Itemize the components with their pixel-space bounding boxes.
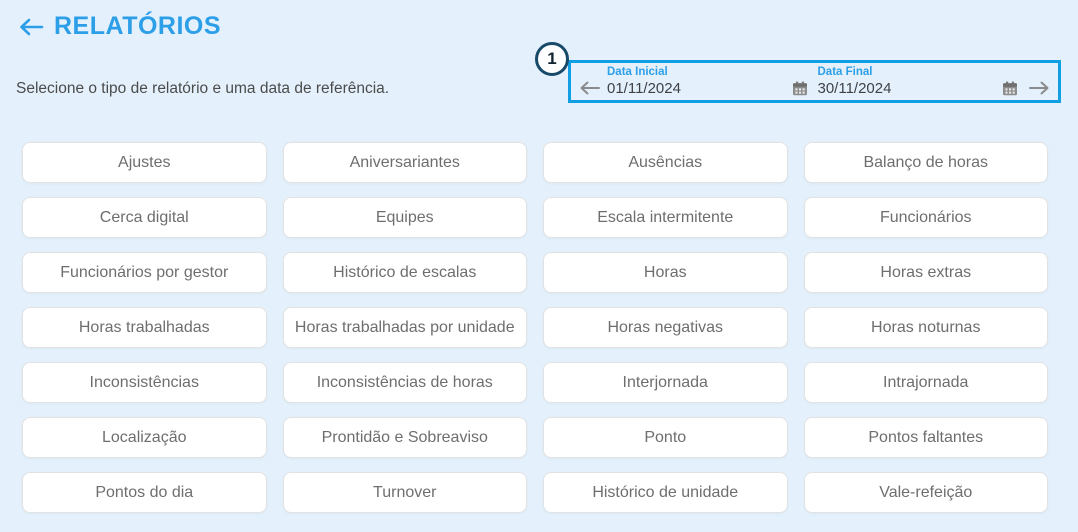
report-button-equipes[interactable]: Equipes	[283, 197, 528, 238]
report-button-funcionarios[interactable]: Funcionários	[804, 197, 1049, 238]
report-button-historico-de-escalas[interactable]: Histórico de escalas	[283, 252, 528, 293]
report-button-cerca-digital[interactable]: Cerca digital	[22, 197, 267, 238]
calendar-icon[interactable]	[792, 81, 808, 96]
start-date-label: Data Inicial	[607, 65, 668, 78]
back-arrow-icon[interactable]	[18, 18, 44, 36]
end-date-value: 30/11/2024	[817, 79, 892, 97]
report-button-ausencias[interactable]: Ausências	[543, 142, 788, 183]
start-date-value-row	[607, 80, 812, 98]
report-button-localizacao[interactable]: Localização	[22, 417, 267, 458]
end-date-label: Data Final	[817, 65, 873, 78]
report-button-horas-trabalhadas[interactable]: Horas trabalhadas	[22, 307, 267, 348]
report-button-horas-negativas[interactable]: Horas negativas	[543, 307, 788, 348]
start-date-field[interactable]	[607, 63, 812, 100]
end-date-field[interactable]	[818, 63, 1023, 100]
page-subtitle: Selecione o tipo de relatório e uma data de referência.	[16, 80, 390, 97]
report-button-prontidao-e-sobreaviso[interactable]: Prontidão e Sobreaviso	[283, 417, 528, 458]
report-button-horas[interactable]: Horas	[543, 252, 788, 293]
previous-period-icon[interactable]	[579, 75, 601, 100]
annotation-badge: 1	[535, 42, 569, 76]
report-button-pontos-faltantes[interactable]: Pontos faltantes	[804, 417, 1049, 458]
report-button-turnover[interactable]: Turnover	[283, 472, 528, 513]
report-button-horas-trabalhadas-por-unidade[interactable]: Horas trabalhadas por unidade	[283, 307, 528, 348]
date-range-panel	[568, 60, 1061, 103]
report-button-inconsistencias[interactable]: Inconsistências	[22, 362, 267, 403]
report-button-intrajornada[interactable]: Intrajornada	[804, 362, 1049, 403]
report-button-vale-refeicao[interactable]: Vale-refeição	[804, 472, 1049, 513]
next-period-icon[interactable]	[1028, 75, 1050, 100]
report-grid	[22, 142, 1048, 513]
report-button-balanco-de-horas[interactable]: Balanço de horas	[804, 142, 1049, 183]
report-button-ajustes[interactable]: Ajustes	[22, 142, 267, 183]
start-date-value: 01/11/2024	[607, 79, 681, 97]
report-button-horas-extras[interactable]: Horas extras	[804, 252, 1049, 293]
page-title: RELATÓRIOS	[54, 12, 222, 40]
report-button-historico-de-unidade[interactable]: Histórico de unidade	[543, 472, 788, 513]
report-button-horas-noturnas[interactable]: Horas noturnas	[804, 307, 1049, 348]
report-button-pontos-do-dia[interactable]: Pontos do dia	[22, 472, 267, 513]
report-button-aniversariantes[interactable]: Aniversariantes	[283, 142, 528, 183]
report-button-inconsistencias-de-horas[interactable]: Inconsistências de horas	[283, 362, 528, 403]
end-date-value-row	[818, 80, 1023, 98]
report-button-interjornada[interactable]: Interjornada	[543, 362, 788, 403]
report-button-funcionarios-por-gestor[interactable]: Funcionários por gestor	[22, 252, 267, 293]
page-header	[18, 12, 221, 41]
report-button-escala-intermitente[interactable]: Escala intermitente	[543, 197, 788, 238]
calendar-icon[interactable]	[1002, 81, 1018, 96]
report-button-ponto[interactable]: Ponto	[543, 417, 788, 458]
